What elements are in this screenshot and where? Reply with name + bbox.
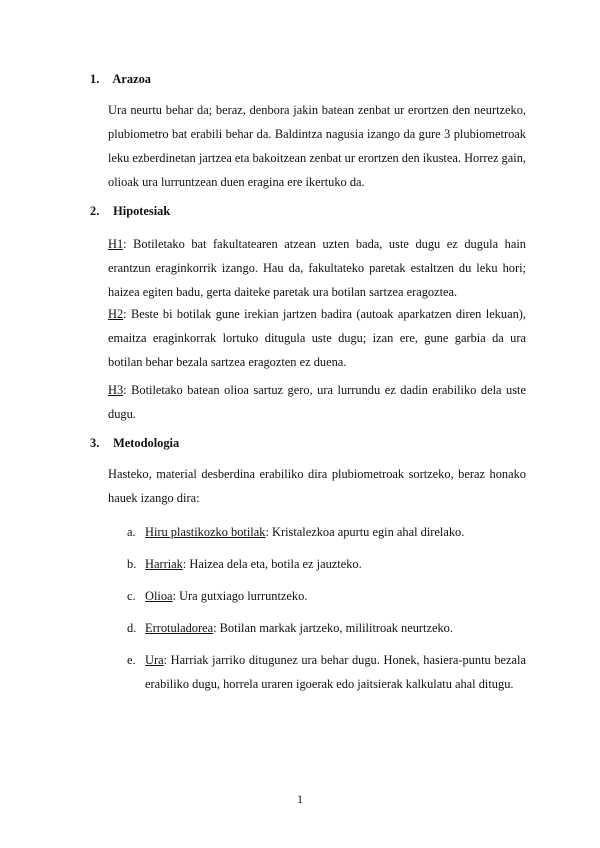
section-title: Arazoa: [112, 72, 151, 86]
list-letter: c.: [127, 589, 136, 603]
section-heading-hipotesiak: [90, 204, 170, 219]
list-item: [127, 552, 526, 576]
section-title: Metodologia: [113, 436, 180, 450]
material-text: : Haizea dela eta, botila ez jauzteko.: [182, 557, 362, 571]
material-term: Olioa: [145, 589, 173, 603]
section-heading-arazoa: [90, 72, 151, 87]
hypothesis-label: H2: [108, 307, 124, 321]
hypothesis-text: : Botiletako batean olioa sartuz gero, ura lurrundu ez dadin erabiliko dela uste dugu.: [108, 383, 526, 421]
list-letter: b.: [127, 557, 137, 571]
list-item: [127, 648, 526, 696]
section-number: 3.: [90, 436, 100, 450]
hypothesis-label: H1: [108, 237, 124, 251]
page-number: 1: [297, 792, 303, 806]
list-item: [127, 616, 526, 640]
list-letter: a.: [127, 525, 136, 539]
material-term: Harriak: [145, 557, 183, 571]
list-letter: e.: [127, 653, 136, 667]
list-item: [127, 584, 526, 608]
hypothesis-h2: [108, 302, 526, 374]
hypothesis-text: : Beste bi botilak gune irekian jartzen badira (autoak aparkatzen diren lekuan), emaitza eraginkorrak lortuko ditugula uste dugu; izan ere, gune garbia da ura botilan behar bezala sartzea eragozten ez duena.: [108, 307, 526, 369]
section-number: 2.: [90, 204, 100, 218]
hypothesis-h3: [108, 378, 526, 426]
section-title: Hipotesiak: [113, 204, 171, 218]
section-heading-metodologia: [90, 436, 179, 451]
material-term: Hiru plastikozko botilak: [145, 525, 266, 539]
material-text: : Botilan markak jartzeko, mililitroak neurtzeko.: [213, 621, 453, 635]
arazoa-paragraph: Ura neurtu behar da; beraz, denbora jakin batean zenbat ur erortzen den neurtzeko, plubiometro bat erabili behar da. Baldintza nagusia izango da gure 3 plubiometroak leku ezberdinetan jartzea eta bakoitzean zenbat ur erortzen den ikustea. Horrez gain, olioak ura lurruntzean duen eragina ere ikertuko da.: [108, 103, 526, 189]
section-number: 1.: [90, 72, 100, 86]
material-text: : Kristalezkoa apurtu egin ahal direlako.: [265, 525, 465, 539]
material-term: Errotuladorea: [145, 621, 214, 635]
hypothesis-label: H3: [108, 383, 124, 397]
hypothesis-text: : Botiletako bat fakultatearen atzean uzten bada, uste dugu ez dugula hain erantzun eraginkorrik izango. Hau da, fakultateko paretak estaltzen du leku hori; haizea egiten badu, gerta daiteke paretak ura botilan sartzea eragoztea.: [108, 237, 526, 299]
material-text: : Ura gutxiago lurruntzeko.: [172, 589, 308, 603]
list-item: [127, 520, 526, 544]
material-term: Ura: [145, 653, 164, 667]
hypothesis-h1: [108, 232, 526, 304]
metodologia-paragraph: Hasteko, material desberdina erabiliko dira plubiometroak sortzeko, beraz honako hauek izango dira:: [108, 467, 526, 505]
list-letter: d.: [127, 621, 137, 635]
material-text: : Harriak jarriko ditugunez ura behar dugu. Honek, hasiera-puntu bezala erabiliko dugu, horrela uraren igoerak edo jaitsierak kalkulatu ahal ditugu.: [145, 653, 526, 691]
